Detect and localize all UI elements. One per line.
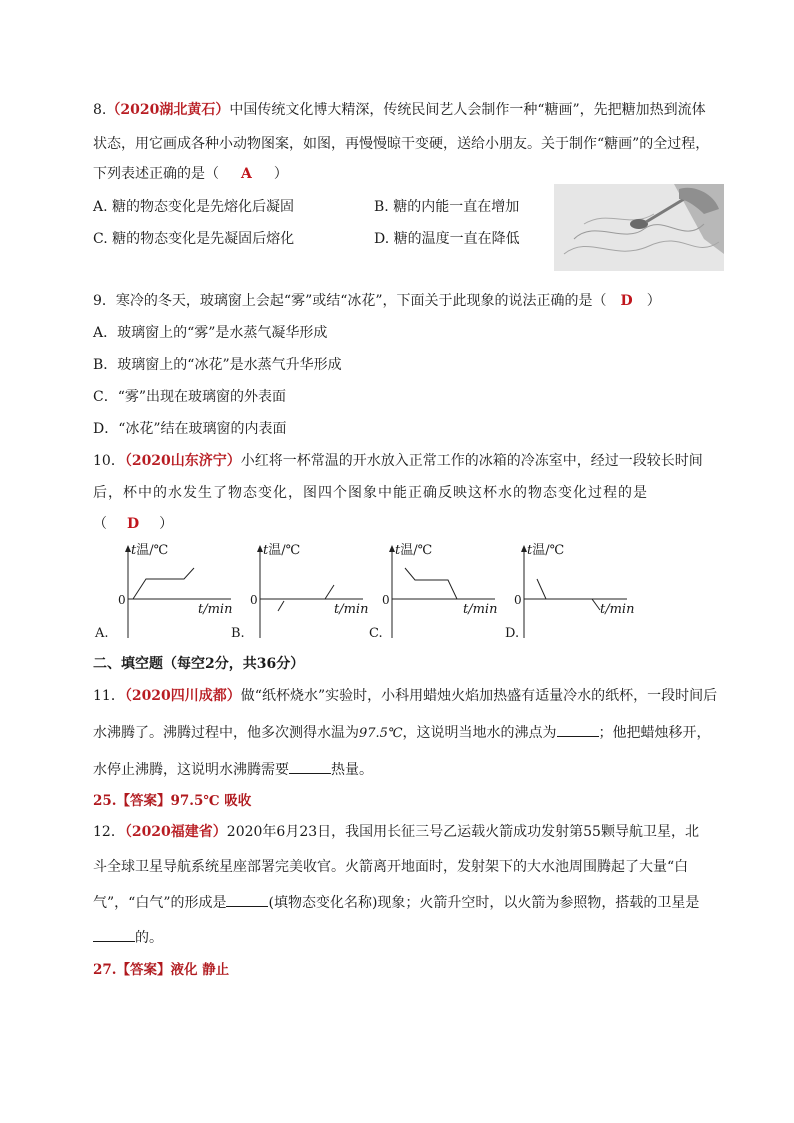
graph-d-ylabel-text: 温/℃ — [532, 543, 565, 558]
q12-answer: 27.【答案】液化 静止 — [93, 962, 230, 978]
graph-a-origin: 0 — [118, 593, 126, 607]
graph-a-ylabel-text: 温/℃ — [136, 543, 169, 558]
q9-answer: D — [620, 293, 633, 309]
q11-line-1 — [93, 686, 717, 706]
q9-option-a: A．玻璃窗上的“雾”是水蒸气凝华形成 — [93, 325, 328, 341]
q11-stem-1: 做“纸杯烧水”实验时，小科用蜡烛火焰加热盛有适量冷水的纸杯，一段时间后 — [240, 688, 718, 704]
q8-number: 8. — [93, 102, 107, 118]
graph-c-ysym: t — [395, 543, 401, 558]
q10-source: （2020山东济宁） — [124, 453, 241, 469]
q8-line-1 — [93, 100, 706, 120]
graph-a-ylabel — [131, 539, 168, 558]
q8-stem-3: 下列表述正确的是（ — [93, 166, 219, 182]
graph-c — [380, 543, 505, 643]
q9-paren-close: ） — [646, 293, 661, 309]
q10-paren-close: ） — [159, 516, 174, 532]
q12-stem-3c: 现象；火箭升空时，以火箭为参照物，搭载的卫星是 — [377, 895, 700, 911]
graph-c-xlabel: t/min — [463, 602, 498, 617]
q8-line-3 — [93, 164, 288, 184]
q9-option-c: C．“雾”出现在玻璃窗的外表面 — [93, 389, 287, 405]
q9-option-d: D．“冰花”结在玻璃窗的内表面 — [93, 421, 287, 437]
q11-source: （2020四川成都） — [124, 688, 241, 704]
q12-line-4 — [93, 927, 163, 948]
q12-stem-3a: 气”，“白气”的形成是 — [93, 895, 227, 911]
graph-b-ysym: t — [263, 543, 269, 558]
graph-a-xlabel: t/min — [198, 602, 233, 617]
q11-line-3 — [93, 759, 373, 780]
graph-d — [512, 543, 637, 643]
q10-number: 10． — [93, 453, 125, 469]
graph-d-xlabel: t/min — [600, 602, 635, 617]
graph-d-ysym: t — [527, 543, 533, 558]
q10-paren-open: （ — [93, 516, 107, 532]
q10-line-1 — [93, 451, 703, 471]
q12-blank-2 — [93, 927, 135, 942]
q9-option-b: B．玻璃窗上的“冰花”是水蒸气升华形成 — [93, 357, 342, 373]
graph-a-ysym: t — [131, 543, 137, 558]
q8-line-2: 状态，用它画成各种小动物图案，如图，再慢慢晾干变硬，送给小朋友。关于制作“糖画”的全过程， — [93, 136, 710, 152]
q12-stem-1: 2020年6月23日，我国用长征三号乙运载火箭成功发射第55颗导航卫星，北 — [226, 824, 699, 840]
graph-d-ylabel — [527, 539, 564, 558]
q8-option-c: C. 糖的物态变化是先凝固后熔化 — [93, 231, 295, 247]
graph-b — [248, 543, 373, 643]
q10-stem-1: 小红将一杯常温的开水放入正常工作的冰箱的冷冻室中，经过一段较长时间 — [240, 453, 703, 469]
q8-stem-1: 中国传统文化博大精深，传统民间艺人会制作一种“糖画”，先把糖加热到流体 — [229, 102, 706, 118]
graph-a — [116, 543, 241, 643]
q11-blank-2 — [289, 759, 331, 774]
q11-answer: 25.【答案】97.5℃ 吸收 — [93, 793, 252, 809]
q8-option-d: D. 糖的温度一直在降低 — [374, 231, 520, 247]
section-title: 二、填空题（每空2分，共36分） — [93, 656, 305, 672]
q11-blank-1 — [557, 722, 599, 737]
sugar-painting-photo — [554, 184, 724, 271]
q8-answer: A — [241, 166, 252, 182]
q11-line-2 — [93, 722, 711, 744]
graph-b-label: B. — [231, 626, 245, 641]
graph-b-xlabel: t/min — [334, 602, 369, 617]
q10-answer: D — [127, 516, 140, 532]
graph-b-ylabel — [263, 539, 300, 558]
graph-d-label: D. — [505, 626, 520, 641]
q11-stem-2a: 水沸腾了。沸腾过程中，他多次测得水温为 — [93, 725, 359, 741]
q11-stem-3a: 水停止沸腾，这说明水沸腾需要 — [93, 762, 289, 778]
q12-line-3 — [93, 892, 699, 913]
graph-a-label: A. — [95, 626, 109, 641]
q8-option-b: B. 糖的内能一直在增加 — [374, 199, 520, 215]
graph-b-origin: 0 — [250, 593, 258, 607]
q12-stem-3b: (填物态变化名称) — [268, 895, 378, 911]
q10-line-2: 后，杯中的水发生了物态变化，图四个图象中能正确反映这杯水的物态变化过程的是 — [93, 485, 648, 501]
q9-stem-text: 9．寒冷的冬天，玻璃窗上会起“雾”或结“冰花”，下面关于此现象的说法正确的是（ — [93, 293, 607, 309]
q8-option-a: A. 糖的物态变化是先熔化后凝固 — [93, 199, 295, 215]
q9-stem — [93, 291, 661, 311]
q11-stem-2c: ；他把蜡烛移开， — [598, 725, 711, 741]
q11-temp: 97.5℃ — [359, 726, 403, 741]
q11-stem-2b: ，这说明当地水的沸点为 — [402, 725, 557, 741]
graph-d-origin: 0 — [514, 593, 522, 607]
graph-c-ylabel-text: 温/℃ — [400, 543, 433, 558]
q12-line-2: 斗全球卫星导航系统星座部署完美收官。火箭离开地面时，发射架下的大水池周围腾起了大量“白 — [93, 859, 689, 875]
q12-stem-4: 的。 — [135, 930, 163, 946]
q12-blank-1 — [226, 892, 268, 907]
graph-c-label: C. — [369, 626, 383, 641]
q11-stem-3b: 热量。 — [331, 762, 373, 778]
q8-paren-close: ） — [273, 166, 288, 182]
q12-number: 12． — [93, 824, 125, 840]
q11-number: 11． — [93, 688, 125, 704]
graph-c-origin: 0 — [382, 593, 390, 607]
q10-line-3 — [93, 514, 173, 534]
q12-line-1 — [93, 822, 699, 842]
q12-source: （2020福建省） — [124, 824, 227, 840]
graph-c-ylabel — [395, 539, 432, 558]
graph-b-ylabel-text: 温/℃ — [268, 543, 301, 558]
q8-source: （2020湖北黄石） — [106, 102, 230, 118]
